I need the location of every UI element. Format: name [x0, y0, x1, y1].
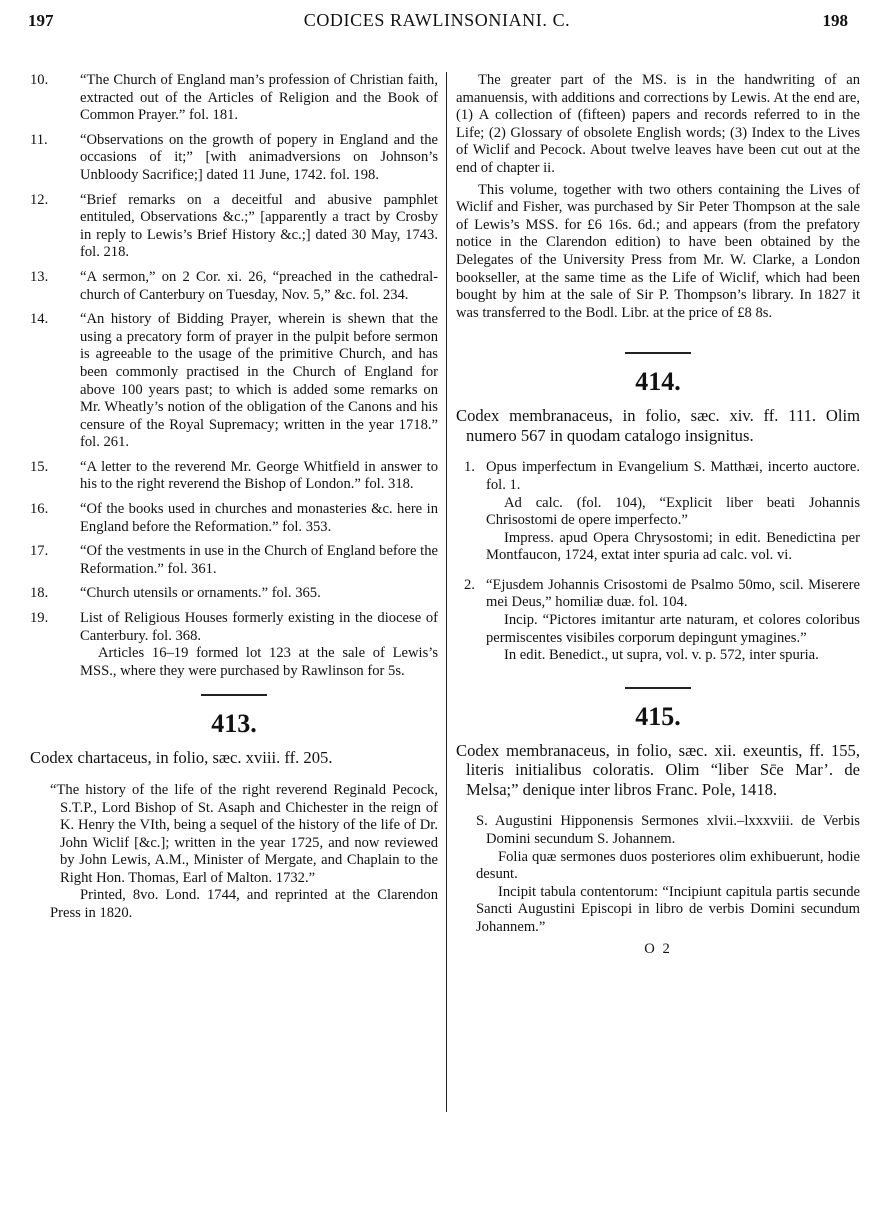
paragraph: This volume, together with two others containing the Lives of Wiclif and Fisher, was purchased by Sir Peter Thompson at the sale of Lewis’s MSS. for £6 16s. 6d.; and appears (from the prefatory notice in the Clarendon edition) to have been obtained by the Delegates of the University Press from Mr. W. Clarke, a London bookseller, at the same time as the Life of Wiclif, which had been bought by him at the sale of Sir P. Thompson’s library. In 1827 it was transferred to the Bodl. Libr. at the price of £8 8s. [456, 181, 860, 321]
section-number-414: 414. [635, 367, 681, 397]
codex-description-413: Codex chartaceus, in folio, sæc. xviii. ff. 205. [30, 748, 333, 768]
list-item: 12. “Brief remarks on a deceitful and abusive pamphlet entituled, Observations &c.;” [apparently a tract by Crosby in reply to Lewis’s Brief History &c.;] dated 30 May, 1743. fol. 218. [30, 191, 438, 261]
section-number-413: 413. [211, 709, 257, 739]
list-item: 10. “The Church of England man’s profession of Christian faith, extracted out of the Articles of Religion and the Book of Common Prayer.” fol. 181. [30, 72, 438, 124]
codex-description-414: Codex membranaceus, in folio, sæc. xiv. ff. 111. Olim numero 567 in quodam catalogo insignitus. [456, 406, 860, 445]
list-item: 19. List of Religious Houses formerly existing in the diocese of Canterbury. fol. 368. Articles 16–19 formed lot 123 at the sale of Lewis’s MSS., where they were purchased by Rawlinson for 5s. [30, 610, 438, 679]
right-page-number: 198 [822, 11, 848, 30]
codex-description-415: Codex membranaceus, in folio, sæc. xii. exeuntis, ff. 155, literis initialibus coloratis. Olim “liber Sc̄e Mar’. de Melsa;” denique inter libros Franc. Pole, 1418. [456, 740, 860, 799]
section-rule [201, 694, 267, 696]
left-page-number: 197 [28, 11, 54, 30]
list-item: 15. “A letter to the reverend Mr. George Whitfield in answer to his to the right reverend the Bishop of London.” fol. 318. [30, 458, 438, 493]
list-item: 13. “A sermon,” on 2 Cor. xi. 26, “preached in the cathedral-church of Canterbury on Tuesday, Nov. 5,” &c. fol. 234. [30, 268, 438, 303]
list-item: 2. “Ejusdem Johannis Crisostomi de Psalmo 50mo, scil. Miserere mei Deus,” homiliæ duæ. fol. 104. Incip. “Pictores imitantur arte naturam, et colores coloribus permiscentes visibiles corporum depingunt ymagines.” In edit. Benedict., ut supra, vol. v. p. 572, inter spuria. [464, 576, 860, 664]
list-item: 1. Opus imperfectum in Evangelium S. Matthæi, incerto auctore. fol. 1. Ad calc. (fol. 104), “Explicit liber beati Johannis Chrisostomi de opere imperfecto.” Impress. apud Opera Chrysostomi; in edit. Benedictina per Montfaucon, 1724, extat inter spuria ad calc. vol. vi. [464, 459, 860, 564]
list-item: 14. “An history of Bidding Prayer, wherein is shewn that the using a precatory form of prayer in the pulpit before sermon is agreeable to the usage of the primitive Church, and has been commonly practised in the Church of England for above 100 years past; to which is added some remarks on Mr. Wheatly’s notion of the obligation of the Canons and his censure of the Royal Supremacy; written in the year 1718.” fol. 261. [30, 311, 438, 451]
entry-413: “The history of the life of the right reverend Reginald Pecock, S.T.P., Lord Bishop of St. Asaph and Chichester in the reign of K. Henry the VIth, being a sequel of the history of the life of Dr. John Wiclif [&c.]; written in the year 1725, and now reviewed by John Lewis, A.M., Minister of Mergate, and Chaplain to the Right Hon. Thomas, Earl of Malton. 1732.” Printed, 8vo. Lond. 1744, and reprinted at the Clarendon Press in 1820. [50, 781, 438, 922]
section-rule [625, 352, 691, 354]
section-number-415: 415. [635, 701, 681, 731]
list-item: 11. “Observations on the growth of popery in England and the occasions of it;” [with animadversions on Johnson’s Unbloody Sacrifice;] dated 11 June, 1742. fol. 198. [30, 131, 438, 183]
page-header [0, 10, 874, 38]
list-item: 16. “Of the books used in churches and monasteries &c. here in England before the Reformation.” fol. 353. [30, 501, 438, 535]
signature-mark: O 2 [644, 940, 672, 957]
section-rule [625, 687, 691, 689]
running-title: CODICES RAWLINSONIANI. C. [303, 10, 571, 30]
left-column [30, 72, 438, 923]
paragraph: The greater part of the MS. is in the handwriting of an amanuensis, with additions and corrections by Lewis. At the end are, (1) A collection of (fifteen) papers and records referred to in the Life; (2) Glossary of obsolete English words; (3) Index to the Lives of Wiclif and Pecock. About twelve leaves have been cut out at the end of chapter ii. [456, 72, 860, 176]
right-column [456, 72, 860, 958]
entry-415: S. Augustini Hipponensis Sermones xlvii.–lxxxviii. de Verbis Domini secundum S. Johannem. Folia quæ sermones duos posteriores olim exhibuerunt, hodie desunt. Incipit tabula contentorum: “Incipiunt capitula partis secunde Sancti Augustini Episcopi in libro de verbis Domini secundum Johannem.” [476, 813, 860, 935]
list-item: 18. “Church utensils or ornaments.” fol. 365. [30, 585, 321, 602]
column-divider [446, 72, 447, 1112]
list-item: 17. “Of the vestments in use in the Church of England before the Reformation.” fol. 361. [30, 543, 438, 577]
